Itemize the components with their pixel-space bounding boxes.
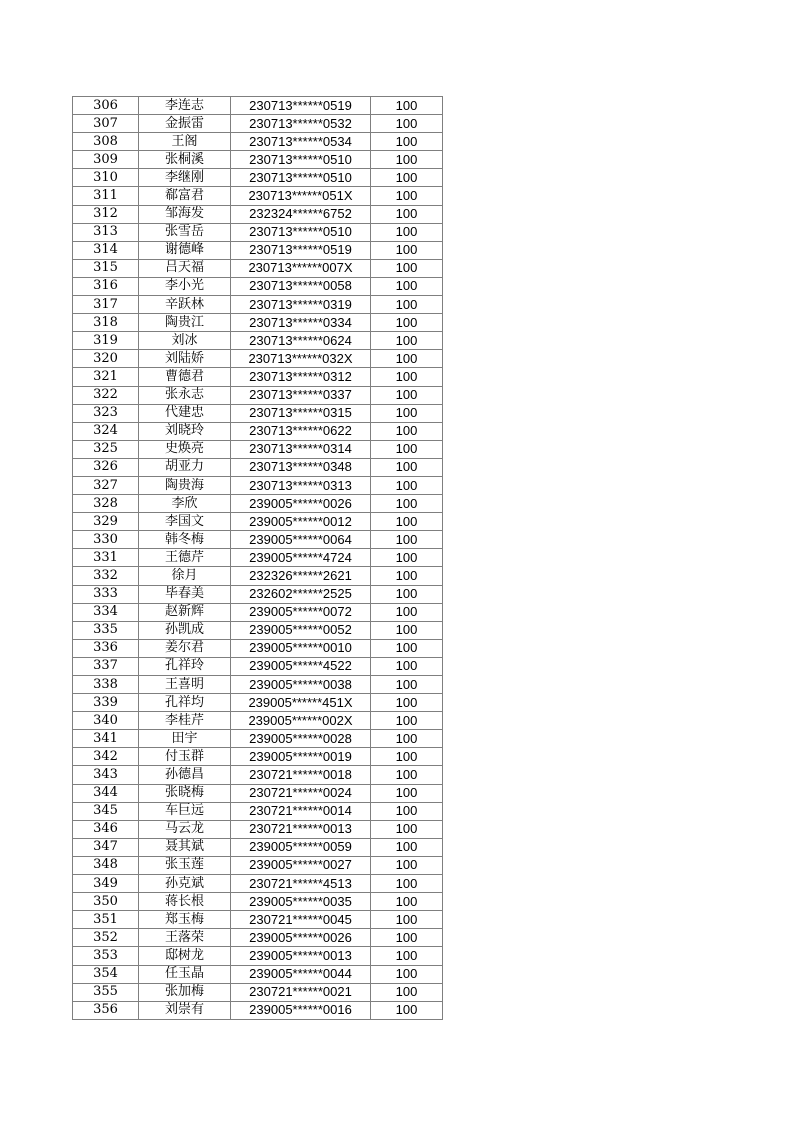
row-number-cell: 338 [73, 676, 139, 694]
table-row [73, 730, 443, 748]
id-number-cell: 230721******0014 [231, 802, 371, 820]
score-cell: 100 [371, 567, 443, 585]
score-cell: 100 [371, 657, 443, 675]
name-cell: 金振雷 [139, 115, 231, 133]
table-row [73, 314, 443, 332]
table-row [73, 838, 443, 856]
row-number-cell: 343 [73, 766, 139, 784]
name-cell: 张雪岳 [139, 223, 231, 241]
row-number-cell: 319 [73, 332, 139, 350]
row-number-cell: 336 [73, 639, 139, 657]
name-cell: 邸树龙 [139, 947, 231, 965]
id-number-cell: 230721******0045 [231, 911, 371, 929]
id-number-cell: 239005******0027 [231, 856, 371, 874]
id-number-cell: 230713******007X [231, 259, 371, 277]
table-row [73, 802, 443, 820]
row-number-cell: 342 [73, 748, 139, 766]
id-number-cell: 230713******0313 [231, 476, 371, 494]
name-cell: 张玉莲 [139, 856, 231, 874]
score-cell: 100 [371, 332, 443, 350]
row-number-cell: 309 [73, 151, 139, 169]
row-number-cell: 307 [73, 115, 139, 133]
table-row [73, 476, 443, 494]
score-cell: 100 [371, 983, 443, 1001]
score-cell: 100 [371, 712, 443, 730]
row-number-cell: 345 [73, 802, 139, 820]
name-cell: 李继刚 [139, 169, 231, 187]
table-row [73, 296, 443, 314]
name-cell: 刘冰 [139, 332, 231, 350]
id-number-cell: 239005******0010 [231, 639, 371, 657]
name-cell: 孙凯成 [139, 621, 231, 639]
score-cell: 100 [371, 802, 443, 820]
row-number-cell: 315 [73, 259, 139, 277]
row-number-cell: 348 [73, 856, 139, 874]
id-number-cell: 230713******0534 [231, 133, 371, 151]
id-number-cell: 230721******0018 [231, 766, 371, 784]
name-cell: 田宇 [139, 730, 231, 748]
id-number-cell: 230713******0622 [231, 422, 371, 440]
id-number-cell: 230721******0024 [231, 784, 371, 802]
id-number-cell: 230713******0314 [231, 440, 371, 458]
row-number-cell: 337 [73, 657, 139, 675]
id-number-cell: 232326******2621 [231, 567, 371, 585]
score-cell: 100 [371, 476, 443, 494]
score-cell: 100 [371, 440, 443, 458]
id-number-cell: 239005******0026 [231, 495, 371, 513]
score-cell: 100 [371, 314, 443, 332]
name-cell: 李欣 [139, 495, 231, 513]
table-row [73, 766, 443, 784]
id-number-cell: 239005******0013 [231, 947, 371, 965]
id-number-cell: 230713******0519 [231, 97, 371, 115]
table-row [73, 458, 443, 476]
row-number-cell: 355 [73, 983, 139, 1001]
score-cell: 100 [371, 368, 443, 386]
id-number-cell: 239005******4522 [231, 657, 371, 675]
score-cell: 100 [371, 911, 443, 929]
table-row [73, 965, 443, 983]
row-number-cell: 312 [73, 205, 139, 223]
score-cell: 100 [371, 856, 443, 874]
name-cell: 曹德君 [139, 368, 231, 386]
score-cell: 100 [371, 549, 443, 567]
row-number-cell: 329 [73, 513, 139, 531]
score-cell: 100 [371, 531, 443, 549]
score-cell: 100 [371, 259, 443, 277]
id-number-cell: 239005******0028 [231, 730, 371, 748]
id-number-cell: 239005******451X [231, 694, 371, 712]
row-number-cell: 321 [73, 368, 139, 386]
id-number-cell: 230721******0013 [231, 820, 371, 838]
score-cell: 100 [371, 820, 443, 838]
name-cell: 刘崇有 [139, 1001, 231, 1019]
score-cell: 100 [371, 784, 443, 802]
row-number-cell: 324 [73, 422, 139, 440]
table-row [73, 947, 443, 965]
table-row [73, 983, 443, 1001]
table-row [73, 350, 443, 368]
name-cell: 陶贵海 [139, 476, 231, 494]
score-cell: 100 [371, 947, 443, 965]
row-number-cell: 353 [73, 947, 139, 965]
table-row [73, 513, 443, 531]
score-cell: 100 [371, 223, 443, 241]
id-number-cell: 230713******0510 [231, 169, 371, 187]
id-number-cell: 230713******0334 [231, 314, 371, 332]
name-cell: 王喜明 [139, 676, 231, 694]
score-cell: 100 [371, 929, 443, 947]
table-row [73, 97, 443, 115]
name-cell: 陶贵江 [139, 314, 231, 332]
score-cell: 100 [371, 422, 443, 440]
table-row [73, 748, 443, 766]
id-number-cell: 230713******0319 [231, 296, 371, 314]
id-number-cell: 230713******0312 [231, 368, 371, 386]
score-cell: 100 [371, 386, 443, 404]
table-row [73, 422, 443, 440]
roster-table [72, 96, 443, 1020]
table-row [73, 694, 443, 712]
row-number-cell: 310 [73, 169, 139, 187]
id-number-cell: 230713******0532 [231, 115, 371, 133]
row-number-cell: 317 [73, 296, 139, 314]
score-cell: 100 [371, 730, 443, 748]
row-number-cell: 354 [73, 965, 139, 983]
table-row [73, 531, 443, 549]
id-number-cell: 239005******0059 [231, 838, 371, 856]
row-number-cell: 335 [73, 621, 139, 639]
score-cell: 100 [371, 205, 443, 223]
id-number-cell: 230713******0624 [231, 332, 371, 350]
id-number-cell: 239005******002X [231, 712, 371, 730]
table-row [73, 1001, 443, 1019]
table-row [73, 187, 443, 205]
table-row [73, 549, 443, 567]
table-row [73, 133, 443, 151]
name-cell: 徐月 [139, 567, 231, 585]
name-cell: 赵新辉 [139, 603, 231, 621]
id-number-cell: 230721******0021 [231, 983, 371, 1001]
name-cell: 郑玉梅 [139, 911, 231, 929]
table-row [73, 621, 443, 639]
name-cell: 姜尔君 [139, 639, 231, 657]
id-number-cell: 230721******4513 [231, 875, 371, 893]
table-row [73, 277, 443, 295]
row-number-cell: 326 [73, 458, 139, 476]
row-number-cell: 327 [73, 476, 139, 494]
table-row [73, 784, 443, 802]
score-cell: 100 [371, 169, 443, 187]
name-cell: 孙克斌 [139, 875, 231, 893]
score-cell: 100 [371, 97, 443, 115]
table-row [73, 241, 443, 259]
id-number-cell: 230713******032X [231, 350, 371, 368]
name-cell: 孔祥玲 [139, 657, 231, 675]
score-cell: 100 [371, 893, 443, 911]
table-row [73, 495, 443, 513]
score-cell: 100 [371, 838, 443, 856]
row-number-cell: 325 [73, 440, 139, 458]
table-row [73, 657, 443, 675]
row-number-cell: 323 [73, 404, 139, 422]
score-cell: 100 [371, 1001, 443, 1019]
id-number-cell: 239005******4724 [231, 549, 371, 567]
id-number-cell: 230713******0315 [231, 404, 371, 422]
row-number-cell: 341 [73, 730, 139, 748]
score-cell: 100 [371, 748, 443, 766]
id-number-cell: 230713******0058 [231, 277, 371, 295]
table-row [73, 911, 443, 929]
score-cell: 100 [371, 676, 443, 694]
row-number-cell: 339 [73, 694, 139, 712]
row-number-cell: 314 [73, 241, 139, 259]
table-row [73, 332, 443, 350]
name-cell: 毕春美 [139, 585, 231, 603]
score-cell: 100 [371, 495, 443, 513]
name-cell: 张桐溪 [139, 151, 231, 169]
name-cell: 王德芹 [139, 549, 231, 567]
id-number-cell: 239005******0035 [231, 893, 371, 911]
row-number-cell: 306 [73, 97, 139, 115]
name-cell: 李连志 [139, 97, 231, 115]
name-cell: 谢德峰 [139, 241, 231, 259]
score-cell: 100 [371, 404, 443, 422]
table-row [73, 205, 443, 223]
score-cell: 100 [371, 621, 443, 639]
row-number-cell: 351 [73, 911, 139, 929]
name-cell: 邹海发 [139, 205, 231, 223]
name-cell: 张永志 [139, 386, 231, 404]
name-cell: 马云龙 [139, 820, 231, 838]
table-row [73, 893, 443, 911]
row-number-cell: 344 [73, 784, 139, 802]
score-cell: 100 [371, 875, 443, 893]
row-number-cell: 311 [73, 187, 139, 205]
row-number-cell: 334 [73, 603, 139, 621]
name-cell: 李桂芹 [139, 712, 231, 730]
id-number-cell: 239005******0026 [231, 929, 371, 947]
name-cell: 刘陆娇 [139, 350, 231, 368]
score-cell: 100 [371, 585, 443, 603]
name-cell: 吕天福 [139, 259, 231, 277]
table-row [73, 567, 443, 585]
table-row [73, 603, 443, 621]
table-row [73, 223, 443, 241]
score-cell: 100 [371, 513, 443, 531]
score-cell: 100 [371, 277, 443, 295]
id-number-cell: 239005******0019 [231, 748, 371, 766]
id-number-cell: 239005******0038 [231, 676, 371, 694]
name-cell: 付玉群 [139, 748, 231, 766]
row-number-cell: 318 [73, 314, 139, 332]
id-number-cell: 230713******0337 [231, 386, 371, 404]
table-row [73, 386, 443, 404]
name-cell: 张晓梅 [139, 784, 231, 802]
score-cell: 100 [371, 133, 443, 151]
row-number-cell: 330 [73, 531, 139, 549]
row-number-cell: 340 [73, 712, 139, 730]
score-cell: 100 [371, 151, 443, 169]
name-cell: 聂其斌 [139, 838, 231, 856]
row-number-cell: 313 [73, 223, 139, 241]
row-number-cell: 332 [73, 567, 139, 585]
score-cell: 100 [371, 694, 443, 712]
table-row [73, 929, 443, 947]
table-row [73, 820, 443, 838]
row-number-cell: 346 [73, 820, 139, 838]
row-number-cell: 320 [73, 350, 139, 368]
name-cell: 刘晓玲 [139, 422, 231, 440]
score-cell: 100 [371, 296, 443, 314]
name-cell: 李国文 [139, 513, 231, 531]
name-cell: 胡亚力 [139, 458, 231, 476]
id-number-cell: 230713******0348 [231, 458, 371, 476]
row-number-cell: 333 [73, 585, 139, 603]
row-number-cell: 356 [73, 1001, 139, 1019]
row-number-cell: 352 [73, 929, 139, 947]
id-number-cell: 239005******0052 [231, 621, 371, 639]
name-cell: 孙德昌 [139, 766, 231, 784]
score-cell: 100 [371, 115, 443, 133]
table-row [73, 639, 443, 657]
id-number-cell: 239005******0044 [231, 965, 371, 983]
name-cell: 王阁 [139, 133, 231, 151]
id-number-cell: 230713******051X [231, 187, 371, 205]
name-cell: 辛跃林 [139, 296, 231, 314]
score-cell: 100 [371, 965, 443, 983]
id-number-cell: 239005******0016 [231, 1001, 371, 1019]
name-cell: 蒋长根 [139, 893, 231, 911]
name-cell: 代建忠 [139, 404, 231, 422]
roster-body [73, 97, 443, 1020]
table-row [73, 151, 443, 169]
id-number-cell: 230713******0510 [231, 223, 371, 241]
table-row [73, 585, 443, 603]
score-cell: 100 [371, 766, 443, 784]
name-cell: 孔祥均 [139, 694, 231, 712]
name-cell: 史焕亮 [139, 440, 231, 458]
name-cell: 李小光 [139, 277, 231, 295]
score-cell: 100 [371, 458, 443, 476]
table-row [73, 169, 443, 187]
name-cell: 任玉晶 [139, 965, 231, 983]
score-cell: 100 [371, 639, 443, 657]
table-row [73, 875, 443, 893]
table-row [73, 368, 443, 386]
table-row [73, 856, 443, 874]
name-cell: 车巨远 [139, 802, 231, 820]
row-number-cell: 308 [73, 133, 139, 151]
id-number-cell: 239005******0012 [231, 513, 371, 531]
row-number-cell: 347 [73, 838, 139, 856]
row-number-cell: 322 [73, 386, 139, 404]
id-number-cell: 230713******0510 [231, 151, 371, 169]
row-number-cell: 350 [73, 893, 139, 911]
score-cell: 100 [371, 350, 443, 368]
id-number-cell: 232602******2525 [231, 585, 371, 603]
table-row [73, 440, 443, 458]
id-number-cell: 239005******0064 [231, 531, 371, 549]
row-number-cell: 316 [73, 277, 139, 295]
table-row [73, 259, 443, 277]
row-number-cell: 331 [73, 549, 139, 567]
id-number-cell: 239005******0072 [231, 603, 371, 621]
row-number-cell: 349 [73, 875, 139, 893]
id-number-cell: 230713******0519 [231, 241, 371, 259]
score-cell: 100 [371, 187, 443, 205]
table-row [73, 676, 443, 694]
score-cell: 100 [371, 241, 443, 259]
name-cell: 韩冬梅 [139, 531, 231, 549]
row-number-cell: 328 [73, 495, 139, 513]
table-row [73, 115, 443, 133]
table-row [73, 404, 443, 422]
id-number-cell: 232324******6752 [231, 205, 371, 223]
name-cell: 王落荣 [139, 929, 231, 947]
name-cell: 郗富君 [139, 187, 231, 205]
name-cell: 张加梅 [139, 983, 231, 1001]
score-cell: 100 [371, 603, 443, 621]
table-row [73, 712, 443, 730]
